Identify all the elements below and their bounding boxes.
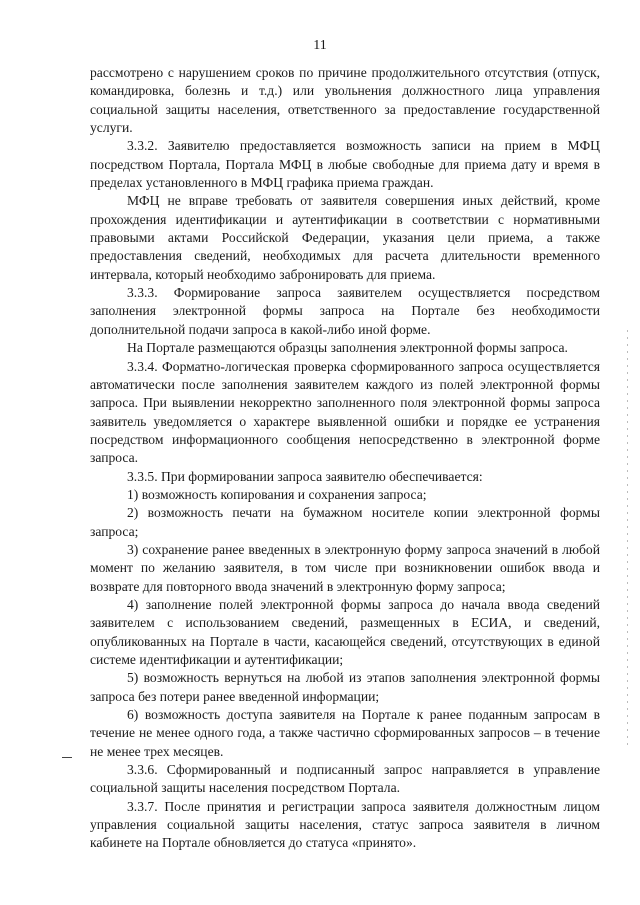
paragraph-3-3-6: 3.3.6. Сформированный и подписанный запрос направляется в управление социальной защиты населения посредством Портала. <box>90 762 600 796</box>
list-item-5: 5) возможность вернуться на любой из этапов заполнения электронной формы запроса без потери ранее введенной информации; <box>90 670 600 704</box>
page-number: 11 <box>313 38 327 53</box>
list-item-4: 4) заполнение полей электронной формы запроса до начала ввода сведений заявителем с использованием сведений, размещенных в ЕСИА, и сведений, опубликованных на Портале в части, касающейся сведений, отсутствующих в единой системе идентификации и аутентификации; <box>90 596 600 667</box>
paragraph-3-3-3: 3.3.3. Формирование запроса заявителем осуществляется посредством заполнения электронной формы запроса на Портале без необходимости дополнительной подачи запроса в какой-либо иной форме. <box>90 285 600 337</box>
paragraph-3-3-5: 3.3.5. При формировании запроса заявителю обеспечивается: <box>127 468 483 484</box>
paragraph-3-3-4: 3.3.4. Форматно-логическая проверка сформированного запроса осуществляется автоматически после заполнения заявителем каждого из полей электронной формы запроса. При выявлении некорректно заполненного поля электронной формы запроса заявитель уведомляется о характере выявленной ошибки и порядке ее устранения посредством информационного сообщения непосредственно в электронной форме запроса. <box>90 358 600 466</box>
paragraph-portal-samples: На Портале размещаются образцы заполнения электронной формы запроса. <box>127 340 568 356</box>
list-item-2: 2) возможность печати на бумажном носителе копии электронной формы запроса; <box>90 505 600 539</box>
document-body <box>90 64 600 853</box>
margin-mark <box>62 757 72 758</box>
list-item-3: 3) сохранение ранее введенных в электронную форму запроса значений в любой момент по желанию заявителя, в том числе при возникновении ошибок ввода и возврате для повторного ввода значений в электронную форму запроса; <box>90 541 600 594</box>
list-item-6: 6) возможность доступа заявителя на Портале к ранее поданным запросам в течение не менее одного года, а также частично сформированных запросов – в течение не менее трех месяцев. <box>90 707 600 759</box>
list-item-1: 1) возможность копирования и сохранения запроса; <box>127 486 427 502</box>
paragraph-3-3-7: 3.3.7. После принятия и регистрации запроса заявителя должностным лицом управления социальной защиты населения, статус запроса заявителя в личном кабинете на Портале обновляется до статуса «принято». <box>90 798 600 851</box>
paragraph-continuation: рассмотрено с нарушением сроков по причине продолжительного отсутствия (отпуск, командировка, болезнь и т.д.) или увольнения должностного лица управления социальной защиты населения, ответственного за предоставление государственной услуги. <box>90 65 600 136</box>
scan-edge-marks <box>627 330 628 750</box>
paragraph-3-3-2: 3.3.2. Заявителю предоставляется возможность записи на прием в МФЦ посредством Портала, Портала МФЦ в любые свободные для приема дату и время в пределах установленного в МФЦ графика приема граждан. <box>90 138 600 191</box>
paragraph-mfc-restrictions: МФЦ не вправе требовать от заявителя совершения иных действий, кроме прохождения идентификации и аутентификации в соответствии с нормативными правовыми актами Российской Федерации, указания цели приема, а также предоставления сведений, необходимых для расчета длительности временного интервала, который необходимо забронировать для приема. <box>90 193 600 282</box>
